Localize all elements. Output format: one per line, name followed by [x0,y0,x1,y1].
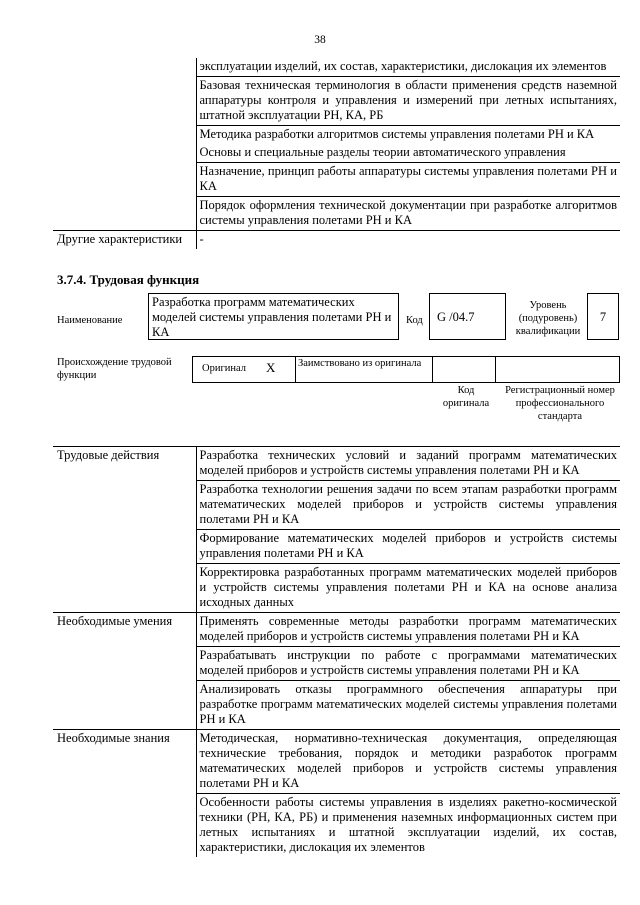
skill-cell: Разрабатывать инструкции по работе с программами математических моделей приборов и устройств системы управления полетами РН и КА [196,647,620,681]
registration-number-label: Регистрационный номер профессионального стандарта [505,385,615,422]
skill-cell: Применять современные методы разработки программ математических моделей приборов и устройств системы управления полетами РН и КА [196,613,620,647]
knowledge-cell: Особенности работы системы управления в изделиях ракетно-космической техники (РН, КА, РБ) и применения наземных информационных систем при летных испытаниях и штатной эксплуатации изделий, их состав, характеристики, дислокация их элементов [196,794,620,858]
qualification-level-box: 7 [587,293,619,340]
other-characteristics-value: - [196,231,620,250]
table-row [53,613,620,647]
required-skills-label: Необходимые умения [53,613,196,730]
knowledge-cell: Порядок оформления технической документации при разработке алгоритмов системы управления полетами РН и КА [196,197,620,231]
original-code-label: Код оригинала [442,385,490,409]
knowledge-cell: Основы и специальные разделы теории автоматического управления [199,145,566,159]
table-row [53,730,620,794]
required-knowledge-label: Необходимые знания [53,730,196,858]
code-label: Код [406,315,423,326]
table-row [53,447,620,481]
table-row [53,58,620,77]
knowledge-cell: Методика разработки алгоритмов системы управления полетами РН и КА [196,126,620,145]
labor-actions-label: Трудовые действия [53,447,196,613]
page-number: 38 [314,34,326,46]
skill-cell: Анализировать отказы программного обеспечения аппаратуры при разработке программ математических моделей системы управления полетами РН и КА [196,681,620,730]
knowledge-cell: Базовая техническая терминология в области применения средств наземной аппаратуры контроля и управления и измерений при летных испытаниях, штатной эксплуатации РН, КА, РБ [196,77,620,126]
original-code-cell [432,357,496,382]
continuation-table [53,58,620,249]
table-row [53,231,620,250]
original-mark: X [266,360,276,375]
knowledge-cell: Назначение, принцип работы аппаратуры системы управления полетами РН и КА [196,163,620,197]
function-table [53,446,620,857]
knowledge-cell: Методическая, нормативно-техническая документация, определяющая технические требования, порядок и методики разработок программ математических моделей приборов и устройств системы управления полетами РН и КА [196,730,620,794]
function-code-box: G /04.7 [429,293,506,340]
qualification-level-label: Уровень (подуровень) квалификации [515,300,581,337]
labor-action-cell: Корректировка разработанных программ математических моделей приборов и устройств системы управления полетами РН и КА на основе анализа исходных данных [196,564,620,613]
section-title: 3.7.4. Трудовая функция [57,272,200,287]
origin-label: Происхождение трудовой функции [57,357,172,381]
function-name-box: Разработка программ математических моделей системы управления полетами РН и КА [148,293,399,340]
knowledge-cell: эксплуатации изделий, их состав, характеристики, дислокация их элементов [199,59,607,73]
labor-action-cell: Разработка технических условий и заданий программ математических моделей приборов и устройств системы управления полетами РН и КА [196,447,620,481]
borrowed-label: Заимствовано из оригинала [298,358,422,369]
row-label [53,58,196,231]
labor-action-cell: Формирование математических моделей приборов и устройств системы управления полетами РН и КА [196,530,620,564]
name-label: Наименование [57,315,123,326]
original-label: Оригинал [202,363,246,374]
other-characteristics-label: Другие характеристики [53,231,196,250]
labor-action-cell: Разработка технологии решения задачи по всем этапам разработки программ математических моделей приборов и устройств системы управления полетами РН и КА [196,481,620,530]
